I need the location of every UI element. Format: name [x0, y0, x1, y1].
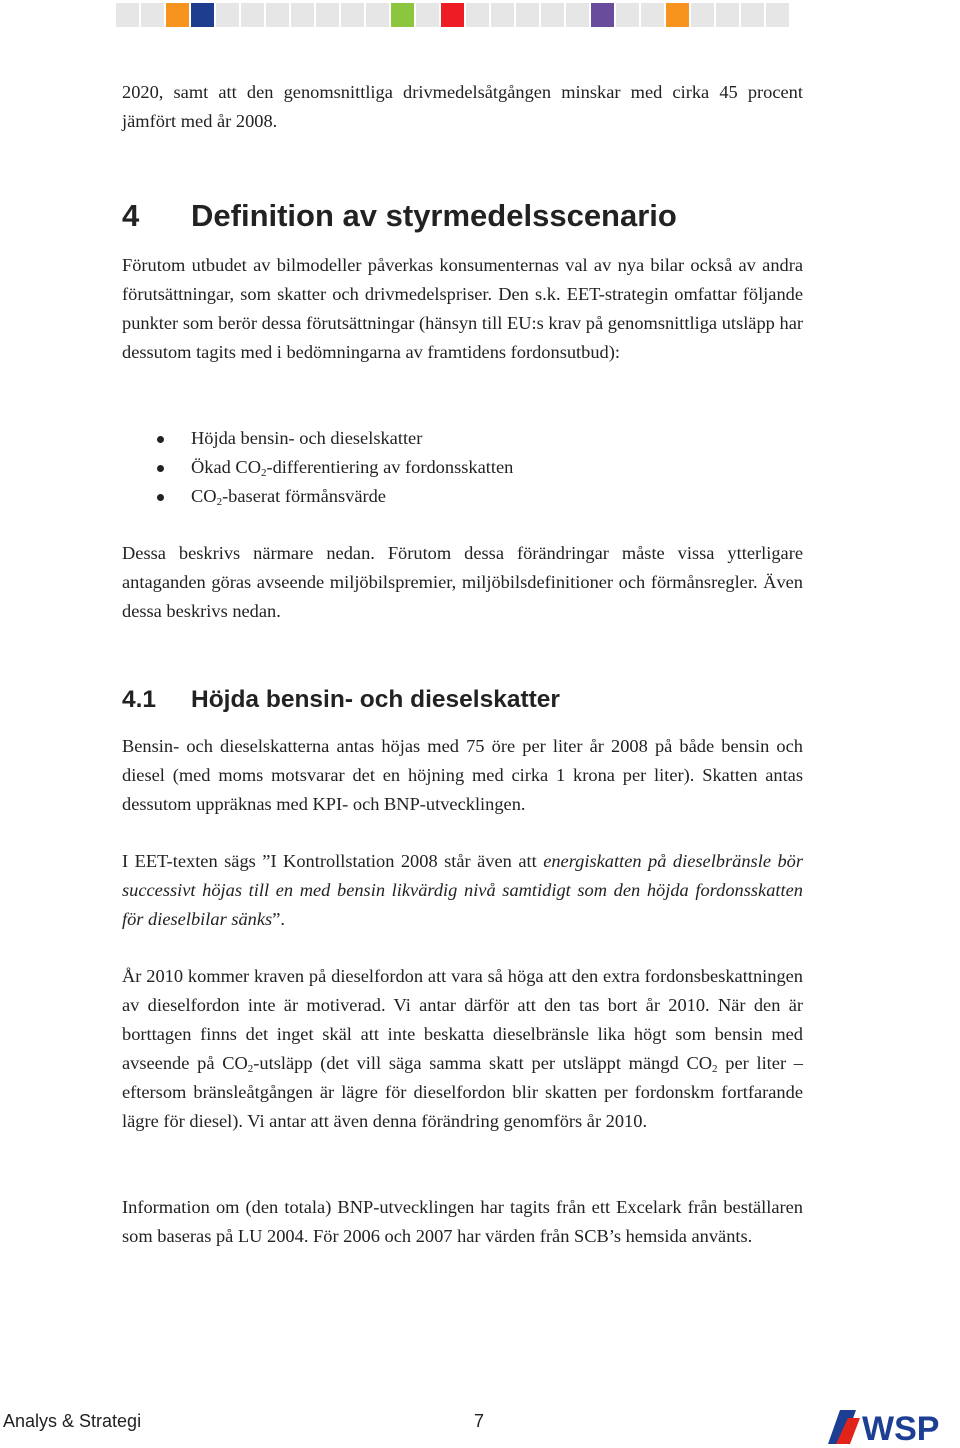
- color-square: [691, 3, 714, 27]
- section41-paragraph-3: [122, 962, 803, 1135]
- color-square: [641, 3, 664, 27]
- logo-text: WSP: [862, 1410, 940, 1448]
- subscript: 2: [216, 495, 223, 508]
- color-square: [541, 3, 564, 27]
- subscript: 2: [260, 466, 267, 479]
- color-square: [566, 3, 589, 27]
- color-square: [241, 3, 264, 27]
- bullet-text: -baserat förmånsvärde: [222, 485, 386, 506]
- color-square: [341, 3, 364, 27]
- bullet-list: [122, 424, 803, 511]
- section-number: 4.1: [122, 686, 157, 713]
- color-square: [491, 3, 514, 27]
- section41-paragraph-1: Bensin- och dieselskatterna antas höjas med 75 öre per liter år 2008 på både bensin och diesel (med moms motsvarar det en höjning med cirka 1 krona per liter). Skatten antas dessutom uppräknas med KPI- och BNP-utvecklingen.: [122, 736, 803, 814]
- color-square: [141, 3, 164, 27]
- section4-paragraph-1: Förutom utbudet av bilmodeller påverkas konsumenternas val av nya bilar också av andra förutsättningar, som skatter och drivmedelspriser. Den s.k. EET-strategin omfattar följande punkter som berör dessa förutsättningar (hänsyn till EU:s krav på genomsnittliga utsläpp har dessutom tagits med i bedömningarna av framtidens fordonsutbud):: [122, 255, 803, 362]
- paragraph-text: ”.: [272, 908, 285, 929]
- list-item: [122, 424, 803, 453]
- color-square: [291, 3, 314, 27]
- color-square: [391, 3, 414, 27]
- list-item: [122, 482, 803, 511]
- quote-italic: energiskatten på dieselbränsle bör successivt höjas till en med bensin likvärdig nivå samtidigt som den höjda fordonsskatten för dieselbilar sänks: [122, 851, 803, 929]
- bullet-text: Ökad CO: [191, 456, 261, 477]
- color-square: [316, 3, 339, 27]
- color-square: [366, 3, 389, 27]
- color-square: [191, 3, 214, 27]
- subscript: 2: [712, 1062, 718, 1075]
- paragraph-text: I EET-texten sägs ”I Kontrollstation 2008 står även att: [122, 851, 544, 871]
- color-square: [616, 3, 639, 27]
- color-square: [166, 3, 189, 27]
- color-square: [266, 3, 289, 27]
- color-square: [116, 3, 139, 27]
- color-square: [216, 3, 239, 27]
- section41-paragraph-4: Information om (den totala) BNP-utvecklingen har tagits från ett Excelark från beställaren som baseras på LU 2004. För 2006 och 2007 har värden från SCB’s hemsida använts.: [122, 1197, 803, 1246]
- section-title: Definition av styrmedelsscenario: [191, 198, 677, 233]
- color-square: [766, 3, 789, 27]
- footer-label: Analys & Strategi: [3, 1411, 142, 1431]
- header-color-bar: [116, 3, 791, 27]
- wsp-logo: [826, 1404, 960, 1448]
- color-square: [441, 3, 464, 27]
- section-heading-4-1: [122, 686, 560, 714]
- color-square: [666, 3, 689, 27]
- color-square: [516, 3, 539, 27]
- section-number: 4: [122, 198, 140, 233]
- bullet-text: CO: [191, 485, 217, 506]
- section4-paragraph-2: Dessa beskrivs närmare nedan. Förutom dessa förändringar måste vissa ytterligare antaganden göras avseende miljöbilspremier, miljöbilsdefinitioner och förmånsregler. Även dessa beskrivs nedan.: [122, 543, 803, 621]
- subscript: 2: [247, 1062, 254, 1075]
- logo-mark: [828, 1410, 860, 1444]
- page-number: 7: [474, 1411, 485, 1431]
- section-heading-4: [122, 198, 677, 234]
- intro-paragraph: 2020, samt att den genomsnittliga drivmedelsåtgången minskar med cirka 45 procent jämfört med år 2008.: [122, 82, 803, 131]
- paragraph-text: År 2010 kommer kraven på dieselfordon att vara så höga att den extra fordonsbeskattningen av dieselfordon inte är motiverad. Vi antar därför att den tas bort år 2010. När den är borttagen finns det inget skäl att inte beskatta dieselbränsle lika högt som bensin med avseende på CO: [122, 966, 803, 1073]
- color-square: [591, 3, 614, 27]
- paragraph-text: -utsläpp (det vill säga samma skatt per utsläppt mängd CO: [253, 1052, 713, 1073]
- paragraph-text: per liter – eftersom bränsleåtgången är lägre för dieselfordon blir skatten per fordonskm fortfarande lägre för diesel). Vi antar att även denna förändring genomförs år 2010.: [122, 1052, 803, 1131]
- color-square: [716, 3, 739, 27]
- section-title: Höjda bensin- och dieselskatter: [191, 686, 560, 713]
- color-square: [466, 3, 489, 27]
- color-square: [416, 3, 439, 27]
- bullet-text: -differentiering av fordonsskatten: [266, 456, 514, 477]
- section41-paragraph-2: [122, 847, 803, 934]
- bullet-text: Höjda bensin- och dieselskatter: [191, 428, 423, 448]
- color-square: [741, 3, 764, 27]
- list-item: [122, 453, 803, 482]
